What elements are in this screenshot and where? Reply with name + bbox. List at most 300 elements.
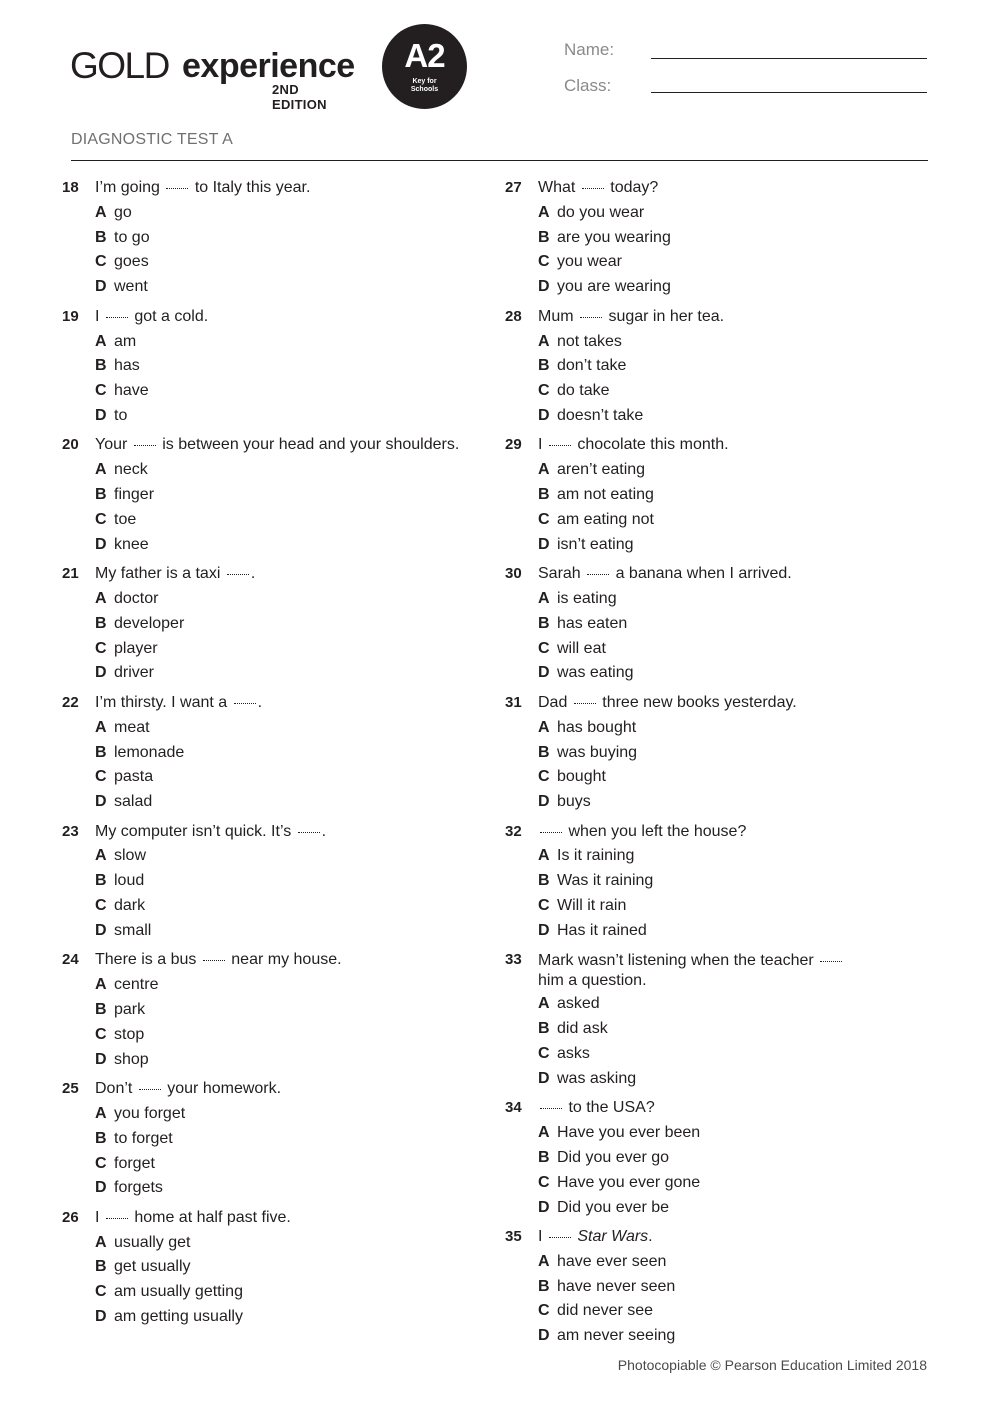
answer-option-b[interactable] [95, 1127, 482, 1152]
answer-option-text: Did you ever go [557, 1148, 670, 1166]
question-text [538, 691, 925, 716]
question-text-before-blank: I’m thirsty. I want a [95, 693, 232, 711]
question-text-after-blank: . [257, 693, 263, 711]
question-number: 29 [505, 436, 522, 454]
answer-option-text: doesn’t take [557, 406, 644, 424]
question-text-before-blank: I [95, 307, 104, 325]
question-body [538, 948, 925, 1091]
answer-option-text: not takes [557, 332, 622, 350]
question-item [505, 820, 925, 944]
answer-option-b[interactable] [538, 226, 925, 251]
question-text-after-blank: got a cold. [129, 307, 209, 325]
answer-option-text: driver [114, 664, 155, 682]
answer-option-text: am never seeing [557, 1327, 676, 1345]
question-item [62, 176, 482, 300]
question-body [95, 691, 482, 815]
answer-option-letter: C [538, 510, 550, 528]
name-field[interactable] [651, 58, 927, 59]
answer-option-c[interactable] [95, 379, 482, 404]
question-body [538, 1225, 925, 1349]
answer-option-d[interactable] [95, 404, 482, 429]
answer-blank[interactable] [106, 1218, 128, 1219]
question-text-before-blank: I [538, 1228, 547, 1246]
answer-blank[interactable] [298, 832, 320, 833]
answer-option-a[interactable] [538, 201, 925, 226]
answer-option-letter: B [538, 486, 550, 504]
answer-option-b[interactable] [95, 741, 482, 766]
answer-option-text: knee [114, 535, 149, 553]
answer-option-text: forget [114, 1154, 155, 1172]
answer-option-a[interactable] [538, 992, 925, 1017]
answer-option-letter: A [95, 1233, 107, 1251]
answer-option-a[interactable] [538, 458, 925, 483]
answer-option-text: am usually getting [114, 1283, 243, 1301]
question-text [538, 433, 925, 458]
question-body [538, 176, 925, 300]
answer-option-letter: A [538, 995, 550, 1013]
question-text-before-blank: Dad [538, 693, 572, 711]
question-number: 22 [62, 693, 79, 711]
question-body [538, 1096, 925, 1220]
question-item [62, 1206, 482, 1330]
answer-option-a[interactable] [95, 973, 482, 998]
answer-option-text: was asking [557, 1069, 637, 1087]
question-text [95, 433, 482, 458]
class-label: Class: [564, 76, 612, 95]
question-item [505, 1225, 925, 1349]
question-number: 27 [505, 179, 522, 196]
answer-option-letter: B [538, 614, 550, 632]
answer-option-c[interactable] [95, 894, 482, 919]
answer-option-letter: C [538, 253, 550, 271]
answer-option-b[interactable] [95, 483, 482, 508]
answer-option-c[interactable] [95, 1152, 482, 1177]
answer-option-text: to [114, 406, 128, 424]
question-number: 35 [505, 1228, 522, 1246]
answer-option-text: have never seen [557, 1277, 676, 1295]
answer-option-c[interactable] [95, 637, 482, 662]
header-divider [71, 160, 928, 161]
answer-option-letter: D [95, 664, 107, 682]
answer-option-text: player [114, 639, 158, 657]
answer-option-a[interactable] [95, 587, 482, 612]
answer-option-text: you forget [114, 1104, 186, 1122]
answer-option-letter: C [538, 639, 550, 657]
question-text-after-blank: home at half past five. [129, 1208, 291, 1226]
answer-option-a[interactable] [538, 716, 925, 741]
question-body [95, 948, 482, 1072]
question-number: 18 [62, 179, 79, 196]
answer-option-b[interactable] [538, 741, 925, 766]
answer-option-a[interactable] [95, 716, 482, 741]
answer-option-letter: B [95, 228, 107, 246]
answer-option-d[interactable] [538, 1067, 925, 1092]
question-number: 20 [62, 436, 79, 454]
level-badge-sub-line-2: Schools [410, 86, 439, 93]
question-body [538, 562, 925, 686]
question-text-before-blank: My father is a taxi [95, 565, 225, 583]
answer-option-letter: B [538, 1277, 550, 1295]
answer-option-letter: D [538, 921, 550, 939]
answer-option-b[interactable] [95, 1255, 482, 1280]
answer-option-text: is eating [557, 590, 617, 607]
copyright-footer: Photocopiable © Pearson Education Limited 2018 [617, 1357, 927, 1373]
answer-option-letter: A [538, 590, 550, 607]
answer-option-d[interactable] [95, 1048, 482, 1073]
answer-blank[interactable] [227, 574, 249, 575]
answer-option-letter: B [95, 872, 107, 890]
answer-option-c[interactable] [95, 1280, 482, 1305]
answer-option-c[interactable] [95, 765, 482, 790]
answer-option-letter: B [538, 743, 550, 761]
answer-option-text: developer [114, 614, 185, 632]
answer-option-letter: C [538, 1173, 550, 1191]
answer-option-d[interactable] [538, 533, 925, 558]
question-body [95, 1077, 482, 1201]
answer-option-a[interactable] [95, 201, 482, 226]
answer-option-letter: B [95, 357, 107, 375]
answer-option-text: have ever seen [557, 1252, 667, 1270]
answer-option-c[interactable] [538, 765, 925, 790]
question-text-after-blank: . [321, 822, 327, 840]
answer-option-text: do take [557, 382, 610, 400]
question-text-before-blank: I’m going [95, 179, 165, 196]
answer-blank[interactable] [540, 1108, 562, 1109]
answer-option-d[interactable] [95, 661, 482, 686]
answer-option-c[interactable] [538, 637, 925, 662]
answer-option-letter: D [538, 406, 550, 424]
answer-option-letter: A [95, 332, 107, 350]
answer-option-c[interactable] [95, 250, 482, 275]
question-text-before-blank: My computer isn’t quick. It’s [95, 822, 296, 840]
answer-option-letter: D [538, 535, 550, 553]
answer-option-text: shop [114, 1050, 149, 1068]
question-number: 19 [62, 307, 79, 325]
answer-option-c[interactable] [538, 1042, 925, 1067]
answer-option-letter: A [95, 461, 107, 479]
answer-blank[interactable] [139, 1089, 161, 1090]
answer-option-d[interactable] [95, 1176, 482, 1201]
question-item [62, 305, 482, 429]
level-badge [382, 24, 467, 109]
answer-option-d[interactable] [95, 790, 482, 815]
answer-option-letter: B [538, 1020, 550, 1038]
answer-option-b[interactable] [95, 612, 482, 637]
answer-option-letter: B [95, 1001, 107, 1018]
answer-option-text: do you wear [557, 203, 645, 221]
answer-option-letter: B [538, 357, 550, 375]
answer-option-text: have [114, 382, 149, 400]
answer-option-a[interactable] [95, 844, 482, 869]
question-text-after-blank: is between your head and your shoulders. [157, 436, 460, 454]
answer-option-d[interactable] [538, 919, 925, 944]
answer-option-text: to go [114, 228, 150, 246]
answer-option-letter: A [95, 976, 107, 994]
question-body [95, 1206, 482, 1330]
answer-option-d[interactable] [95, 275, 482, 300]
answer-blank[interactable] [166, 188, 188, 189]
answer-option-a[interactable] [95, 330, 482, 355]
answer-option-a[interactable] [95, 1231, 482, 1256]
question-text [95, 820, 482, 845]
answer-option-b[interactable] [538, 1146, 925, 1171]
answer-option-letter: A [95, 847, 107, 865]
answer-option-letter: C [538, 1045, 550, 1062]
answer-option-letter: C [95, 253, 107, 271]
question-item [505, 948, 925, 1091]
answer-option-letter: A [538, 1252, 550, 1270]
question-item [62, 948, 482, 1072]
answer-option-letter: B [95, 1258, 107, 1276]
answer-option-letter: A [538, 332, 550, 350]
answer-option-text: small [114, 921, 152, 939]
answer-option-a[interactable] [538, 1250, 925, 1275]
answer-option-letter: A [538, 203, 550, 221]
answer-option-b[interactable] [95, 998, 482, 1023]
answer-option-d[interactable] [95, 533, 482, 558]
question-text-after-blank: chocolate this month. [572, 436, 729, 454]
question-text-after-blank: a banana when I arrived. [611, 565, 792, 583]
question-text-before-blank: There is a bus [95, 951, 201, 969]
class-field[interactable] [651, 92, 927, 93]
answer-option-b[interactable] [538, 612, 925, 637]
question-text [95, 176, 482, 201]
answer-option-letter: B [95, 743, 107, 761]
question-body [538, 305, 925, 429]
answer-option-text: Have you ever gone [557, 1173, 701, 1191]
answer-option-letter: D [95, 406, 107, 424]
question-body [538, 691, 925, 815]
question-text [95, 948, 482, 973]
answer-option-d[interactable] [538, 790, 925, 815]
answer-blank[interactable] [106, 317, 128, 318]
answer-option-letter: D [538, 664, 550, 682]
answer-option-letter: D [95, 1308, 107, 1326]
answer-option-text: you wear [557, 253, 622, 271]
answer-option-c[interactable] [538, 1299, 925, 1324]
answer-blank[interactable] [549, 445, 571, 446]
question-body [95, 176, 482, 300]
answer-option-letter: D [95, 793, 107, 811]
answer-option-text: to forget [114, 1129, 173, 1147]
answer-blank[interactable] [574, 703, 596, 704]
question-body [95, 305, 482, 429]
question-text [538, 948, 925, 992]
logo-gold-text: GOLD [70, 45, 169, 86]
answer-option-letter: B [538, 1148, 550, 1166]
question-text [95, 305, 482, 330]
test-title: DIAGNOSTIC TEST A [71, 131, 233, 148]
level-badge-text: A2 [404, 37, 445, 74]
answer-option-a[interactable] [95, 458, 482, 483]
answer-option-letter: D [95, 1050, 107, 1068]
answer-option-c[interactable] [538, 1171, 925, 1196]
answer-option-d[interactable] [538, 1324, 925, 1349]
question-text-title: Star Wars [577, 1228, 649, 1246]
answer-option-letter: C [95, 1154, 107, 1172]
answer-option-c[interactable] [95, 508, 482, 533]
question-body [538, 433, 925, 557]
answer-option-text: pasta [114, 768, 154, 786]
answer-option-b[interactable] [538, 869, 925, 894]
question-text-before-blank: What [538, 179, 580, 196]
question-body [95, 562, 482, 686]
answer-option-text: dark [114, 897, 146, 915]
question-text [538, 176, 925, 201]
question-number: 24 [62, 951, 79, 969]
answer-blank[interactable] [540, 832, 562, 833]
questions-column-left [62, 176, 482, 1335]
answer-option-c[interactable] [538, 250, 925, 275]
question-text-before-blank: Don’t [95, 1080, 137, 1098]
answer-option-text: am not eating [557, 486, 654, 504]
answer-option-b[interactable] [538, 1275, 925, 1300]
question-item [505, 433, 925, 557]
question-text-after-blank: to the USA? [564, 1099, 655, 1117]
answer-option-text: asks [557, 1045, 590, 1062]
question-text-after-blank: him a question. [538, 971, 647, 989]
question-item [62, 562, 482, 686]
answer-option-letter: B [95, 1129, 107, 1147]
question-text [538, 1225, 925, 1250]
question-number: 32 [505, 822, 522, 840]
answer-option-a[interactable] [538, 330, 925, 355]
answer-option-text: aren’t eating [557, 461, 646, 479]
question-number: 31 [505, 693, 522, 711]
answer-option-b[interactable] [95, 869, 482, 894]
answer-option-d[interactable] [95, 1305, 482, 1330]
answer-option-letter: C [95, 1283, 107, 1301]
answer-option-letter: A [95, 590, 107, 607]
answer-option-letter: D [95, 921, 107, 939]
answer-option-c[interactable] [538, 508, 925, 533]
answer-blank[interactable] [587, 574, 609, 575]
question-text [538, 820, 925, 845]
answer-option-letter: A [95, 1104, 107, 1122]
answer-option-a[interactable] [538, 587, 925, 612]
answer-blank[interactable] [203, 960, 225, 961]
answer-option-letter: A [538, 461, 550, 479]
answer-option-c[interactable] [538, 379, 925, 404]
answer-option-text: was buying [557, 743, 638, 761]
question-text-end: . [648, 1228, 653, 1246]
question-item [62, 1077, 482, 1201]
answer-option-letter: B [538, 872, 550, 890]
question-item [505, 305, 925, 429]
answer-option-a[interactable] [538, 1121, 925, 1146]
answer-option-text: asked [557, 995, 600, 1013]
answer-option-text: toe [114, 510, 137, 528]
question-text-before-blank: I [95, 1208, 104, 1226]
answer-option-text: Has it rained [557, 921, 647, 939]
answer-option-letter: D [95, 278, 107, 296]
answer-option-text: am eating not [557, 510, 654, 528]
answer-option-letter: C [538, 897, 550, 915]
answer-option-text: loud [114, 872, 145, 890]
answer-option-text: forgets [114, 1179, 163, 1197]
answer-option-c[interactable] [538, 894, 925, 919]
question-text-before-blank: I [538, 436, 547, 454]
answer-option-text: don’t take [557, 357, 627, 375]
question-number: 25 [62, 1080, 79, 1098]
question-text [95, 691, 482, 716]
answer-option-text: goes [114, 253, 149, 271]
answer-blank[interactable] [134, 445, 156, 446]
answer-option-d[interactable] [538, 404, 925, 429]
answer-option-text: usually get [114, 1233, 191, 1251]
answer-blank[interactable] [234, 703, 256, 704]
answer-option-text: am [114, 332, 137, 350]
question-text-before-blank: Your [95, 436, 132, 454]
answer-option-text: has eaten [557, 614, 628, 632]
question-text [95, 1077, 482, 1102]
answer-option-d[interactable] [538, 661, 925, 686]
answer-option-text: doctor [114, 590, 159, 607]
answer-option-b[interactable] [538, 483, 925, 508]
answer-option-text: bought [557, 768, 606, 786]
answer-option-letter: D [538, 1198, 550, 1216]
question-item [505, 691, 925, 815]
answer-blank[interactable] [580, 317, 602, 318]
answer-blank[interactable] [820, 961, 842, 962]
answer-option-d[interactable] [538, 275, 925, 300]
answer-option-b[interactable] [95, 354, 482, 379]
answer-option-b[interactable] [95, 226, 482, 251]
answer-option-b[interactable] [538, 354, 925, 379]
question-text-after-blank: when you left the house? [564, 822, 747, 840]
answer-option-letter: D [538, 1327, 550, 1345]
answer-option-text: was eating [557, 664, 634, 682]
answer-blank[interactable] [582, 188, 604, 189]
answer-option-text: slow [114, 847, 147, 865]
answer-blank[interactable] [549, 1237, 571, 1238]
question-number: 33 [505, 951, 522, 969]
answer-option-letter: C [538, 382, 550, 400]
question-item [505, 1096, 925, 1220]
answer-option-letter: C [538, 768, 550, 786]
question-number: 26 [62, 1208, 79, 1226]
edition-label: 2ND EDITION [272, 82, 327, 112]
answer-option-letter: A [538, 718, 550, 736]
answer-option-d[interactable] [95, 919, 482, 944]
question-item [62, 820, 482, 944]
answer-option-letter: A [538, 1124, 550, 1142]
name-label: Name: [564, 40, 615, 59]
answer-option-letter: D [95, 1179, 107, 1197]
answer-option-letter: A [95, 203, 107, 221]
answer-option-d[interactable] [538, 1196, 925, 1221]
answer-option-text: are you wearing [557, 228, 671, 246]
question-number: 23 [62, 822, 79, 840]
question-text-before-blank: Mum [538, 307, 578, 325]
answer-option-a[interactable] [95, 1102, 482, 1127]
question-text [95, 1206, 482, 1231]
answer-option-text: Have you ever been [557, 1124, 701, 1142]
answer-option-letter: A [95, 718, 107, 736]
answer-option-text: get usually [114, 1258, 191, 1276]
answer-option-letter: C [95, 510, 107, 528]
answer-option-a[interactable] [538, 844, 925, 869]
answer-option-c[interactable] [95, 1023, 482, 1048]
answer-option-text: you are wearing [557, 278, 671, 296]
question-text-before-blank: Mark wasn’t listening when the teacher [538, 952, 819, 970]
question-number: 28 [505, 307, 522, 325]
answer-option-letter: C [95, 639, 107, 657]
answer-option-b[interactable] [538, 1017, 925, 1042]
answer-option-text: isn’t eating [557, 535, 634, 553]
answer-option-text: go [114, 203, 132, 221]
answer-option-letter: B [538, 228, 550, 246]
